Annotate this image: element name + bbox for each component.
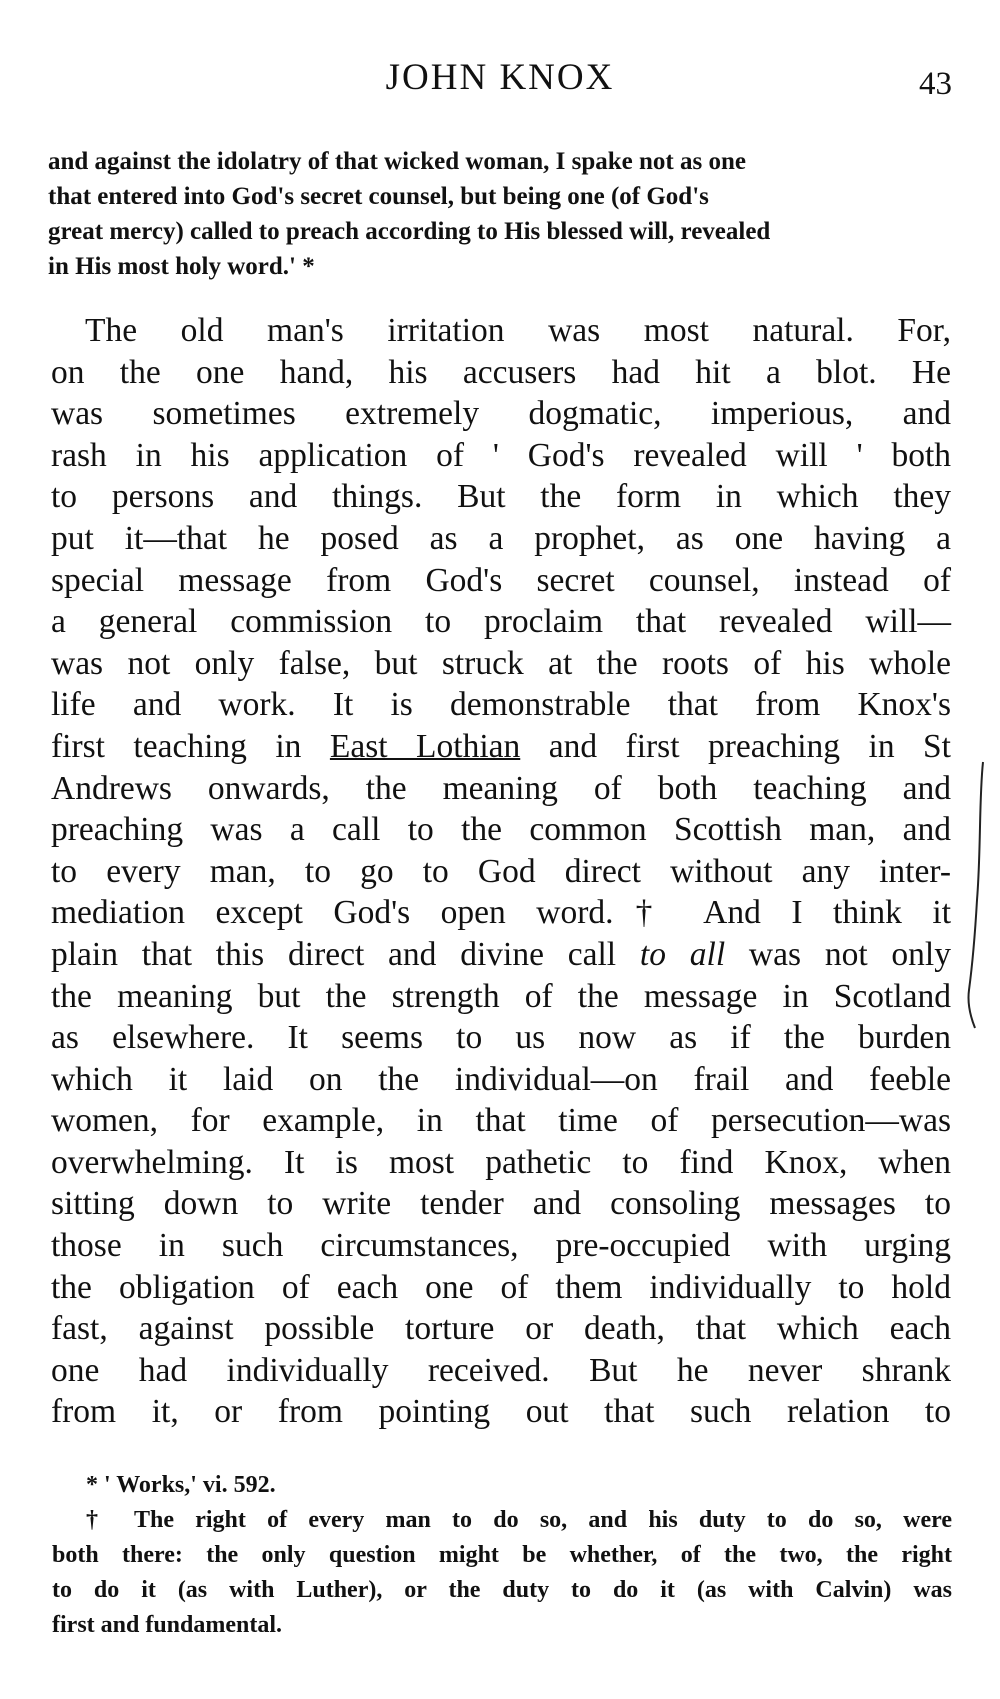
body-line: was sometimes extremely dogmatic, imperious, and [51,395,951,433]
handwritten-margin-line [965,760,995,1030]
footnote-line: both there: the only question might be whether, of the two, the right [52,1542,952,1568]
quote-line: and against the idolatry of that wicked woman, I spake not as one [48,148,746,175]
quote-line: great mercy) called to preach according to His blessed will, revealed [48,218,771,245]
footnote-line: to do it (as with Luther), or the duty to do it (as with Calvin) was [52,1577,952,1603]
body-line: Andrews onwards, the meaning of both teaching and [51,769,951,807]
body-line: life and work. It is demonstrable that from Knox's [51,686,951,724]
body-line: fast, against possible torture or death, that which each [51,1310,951,1348]
body-line-segment: first teaching in [51,727,330,765]
footnotes [52,1468,952,1643]
footnote-works: * ' Works,' vi. 592. [86,1472,276,1498]
body-line-to-all [51,934,951,976]
body-line: those in such circumstances, pre-occupied with urging [51,1227,951,1265]
body-line: was not only false, but struck at the roots of his whole [51,644,951,682]
body-line: from it, or from pointing out that such relation to [51,1393,951,1431]
page-number: 43 [919,66,952,102]
body-line: a general commission to proclaim that revealed will— [51,603,951,641]
body-line: mediation except God's open word.† And I think it [51,894,951,932]
body-line: preaching was a call to the common Scottish man, and [51,811,951,849]
body-line: as elsewhere. It seems to us now as if the burden [51,1019,951,1057]
body-line-segment: and first preaching in St [520,727,951,765]
body-line: put it—that he posed as a prophet, as one having a [51,519,951,557]
body-line: women, for example, in that time of persecution—was [51,1102,951,1140]
body-line: overwhelming. It is most pathetic to find Knox, when [51,1143,951,1181]
running-header-title: JOHN KNOX [385,57,615,98]
body-line: to persons and things. But the form in which they [51,478,951,516]
body-line: which it laid on the individual—on frail and feeble [51,1060,951,1098]
body-line: the obligation of each one of them individually to hold [51,1268,951,1306]
body-line: rash in his application of ' God's revealed will ' both [51,436,951,474]
body-line: to every man, to go to God direct without any inter- [51,852,951,890]
body-line-segment: plain that this direct and divine call [51,935,617,973]
body-line: special message from God's secret counsel, instead of [51,561,951,599]
body-line-east-lothian [51,726,951,768]
underlined-place-name: East Lothian [329,727,521,765]
footnote-line: † The right of every man to do so, and his duty to do so, were [86,1507,952,1533]
body-line: on the one hand, his accusers had hit a blot. He [51,353,951,391]
body-line: one had individually received. But he never shrank [51,1351,951,1389]
body-line: sitting down to write tender and consoling messages to [51,1185,951,1223]
block-quote [48,144,948,284]
body-text [51,310,951,1433]
body-line: the meaning but the strength of the message in Scotland [51,977,951,1015]
footnote-line: first and fundamental. [52,1612,283,1638]
italic-emphasis: to all [639,935,726,973]
body-line-segment: was not only [725,935,951,973]
quote-line: in His most holy word.' * [48,253,315,280]
body-line: The old man's irritation was most natural. For, [85,312,951,349]
quote-line: that entered into God's secret counsel, but being one (of God's [48,183,709,210]
